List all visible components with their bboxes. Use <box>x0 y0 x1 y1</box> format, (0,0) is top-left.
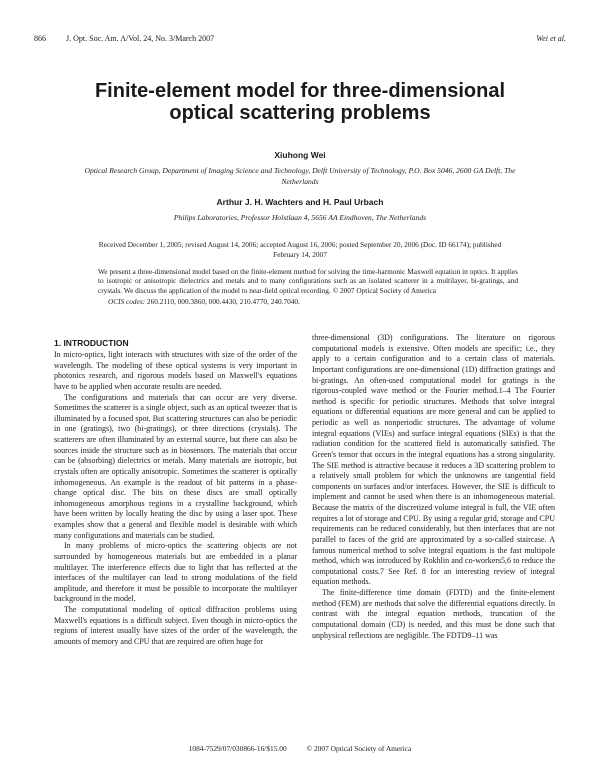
body-paragraph: The computational modeling of optical diffraction problems using Maxwell's equations is a difficult subject. Even though in micro-optics the regions of interest usually have sizes of the order of the wavelength, the amounts of memory and CPU that are required are often huge for <box>54 605 297 646</box>
body-paragraph: In micro-optics, light interacts with structures with size of the order of the wavelength. The modeling of these optical systems is very important in photonics research, and rigorous models based on Maxwell's equations have to be applied when accurate results are needed. <box>54 350 297 391</box>
history-dates: Received December 1, 2005; revised August 14, 2006; accepted August 16, 2006; posted September 20, 2006 (Doc. ID 66174); published February 14, 2007 <box>98 240 502 259</box>
author-affiliation: Philips Laboratories, Professor Holstlaan 4, 5656 AA Eindhoven, The Netherlands <box>173 213 427 222</box>
author-affiliation: Optical Research Group, Department of Imaging Science and Technology, Delft University of Technology, P.O. Box 5046, 2600 GA Delft, The Netherlands <box>84 166 516 186</box>
body-paragraph: The configurations and materials that can occur are very diverse. Sometimes the scatterer is a single object, such as an optical tweezer that is illuminated by a focused spot. But scattering structures can also be periodic in one (gratings), two (bi-gratings), or three directions (crystals). The scatterers are often illuminated by an external source, but there can also be sources inside the structure such as in biosensors. The materials that occur can be (absorbing) dielectrics or metals. Many materials are isotropic, but crystals often are optically anisotropic. Sometimes the scatterer is optically inhomogeneous. An example is the readout of bit patterns in a phase-change optical disc. The bits on these discs are small optically inhomogeneous amorphous regions in a crystalline background, which have been written by locally heating the disc by using a laser spot. These examples show that a general and flexible model is desirable with which many configurations and materials can be studied. <box>54 392 297 540</box>
body-paragraph: three-dimensional (3D) configurations. The literature on rigorous computational models is extensive. Often models are specific; i.e., they apply to a certain configuration and to a certain class of materials. Important configurations are one-dimensional (1D) diffraction gratings and bi-gratings. An often-used computational model for gratings is the rigorous-coupled wave method or the Fourier method.1–4 The Fourier method is specific for periodic structures. Methods that solve integral equations or differential equations are more general and can be applied to periodic as well as nonperiodic structures. The advantage of volume integral equations (VIEs) and surface integral equations (SIEs) is that the radiation condition for the scattered field is automatically satisfied. The Green's tensor that occurs in the integral equations has a strong singularity. The SIE method is attractive because it reduces a 3D scattering problem to a relatively small problem for which the unknowns are tangential field components on surfaces and/or interfaces. However, the SIE is difficult to implement and cannot be used when there is an inhomogeneous material. Because the matrix of the discretized volume integral is full, the VIE often requires a lot of storage and CPU. By using a regular grid, storage and CPU requirements can be reduced considerably, but then interfaces that are not parallel to faces of the grid are approximated by a so-called staircase. A famous numerical method to solve integral equations is the fast multipole method, which was introduced by Rokhlin and co-workers5,6 to reduce the computational costs.7 See Ref. 8 for an interesting review of integral equation methods. <box>312 333 555 587</box>
author-name: Xiuhong Wei <box>274 150 326 160</box>
ocis-label: OCIS codes: <box>108 297 146 306</box>
page-footer <box>0 744 600 754</box>
abstract-text: We present a three-dimensional model based on the finite-element method for solving the time-harmonic Maxwell equation in optics. It applies to isotropic or anisotropic dielectrics and metals and to many configurations such as an isolated scatterer in a multilayer, bi-gratings, and crystals. We discuss the application of the model to near-field optical recording. © 2007 Optical Society of America <box>98 267 518 295</box>
running-author: Wei et al. <box>536 34 566 43</box>
ocis-codes <box>108 297 300 306</box>
section-heading: 1. INTRODUCTION <box>54 338 129 348</box>
running-header <box>34 33 566 45</box>
abstract <box>98 267 518 295</box>
paper-title: Finite-element model for three-dimensional optical scattering problems <box>94 80 506 124</box>
body-paragraph: In many problems of micro-optics the scattering objects are not surrounded by homogeneous materials but are embedded in a planar multilayer. The interference effects due to light that has reflected at the interfaces of the multilayer can lead to strong modulations of the field amplitude, and therefore it must be possible to incorporate the multilayer background in the model. <box>54 541 297 604</box>
copyright-notice: © 2007 Optical Society of America <box>306 744 412 753</box>
left-column <box>54 338 297 648</box>
issn-price: 1084-7529/07/030866-16/$15.00 <box>188 744 287 753</box>
ocis-values: 260.2110, 000.3860, 000.4430, 210.4770, 240.7040. <box>146 297 300 306</box>
body-paragraph: The finite-difference time domain (FDTD) and the finite-element method (FEM) are methods that solve the differential equations directly. In contrast with the integral equation methods, truncation of the computational domain (CD) is needed, and this must be done such that unphysical reflections are negligible. The FDTD9–11 was <box>312 588 555 640</box>
page-number: 866 <box>34 34 46 43</box>
right-column <box>312 333 555 641</box>
author-name: Arthur J. H. Wachters and H. Paul Urbach <box>216 197 384 207</box>
journal-citation: J. Opt. Soc. Am. A/Vol. 24, No. 3/March 2007 <box>66 34 215 43</box>
